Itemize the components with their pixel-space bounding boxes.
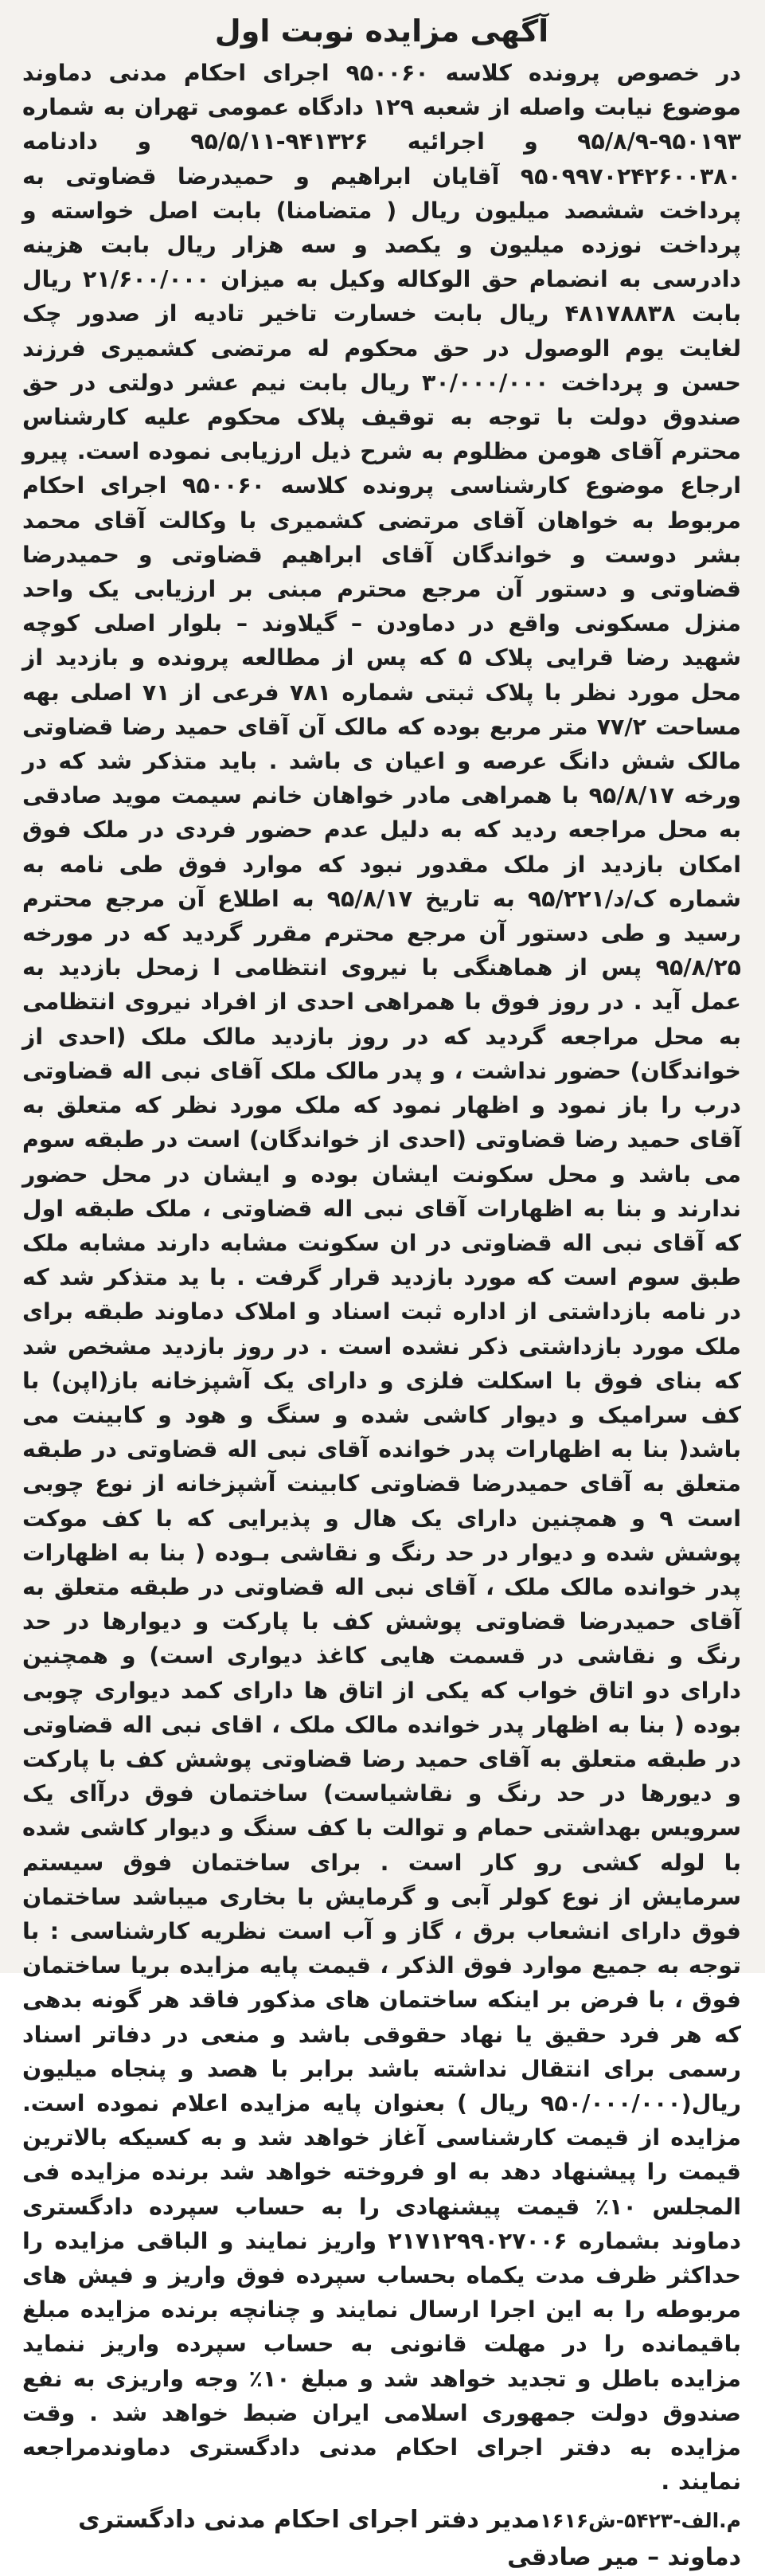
- notice-footer: [22, 2502, 741, 2576]
- notice-code: ۱۶۱۶م.الف-۵۴۲۳-ش: [540, 2509, 741, 2533]
- notice-title: آگهی مزایده نوبت اول: [214, 14, 549, 49]
- notice-signer: مدیر دفتر اجرای احکام مدنی دادگستری دماوند – میر صادقی: [78, 2506, 741, 2572]
- notice-body: در خصوص پرونده کلاسه ۹۵۰۰۶۰ اجرای احکام مدنی دماوند موضوع نیابت واصله از شعبه ۱۲۹ دادگاه عمومی تهران به شماره ۹۵۰۱۹۳-۹۵/۸/۹ و اجرائیه ۹۴۱۳۲۶-۹۵/۵/۱۱ و دادنامه ۹۵۰۹۹۷۰۲۴۲۶۰۰۳۸۰ آقایان ابراهیم و حمیدرضا قضاوتی به پرداخت ششصد میلیون ریال ( متضامنا) بابت اصل خواسته و پرداخت نوزده میلیون و یکصد و سه هزار ریال بابت هزینه دادرسی به انضمام حق الوکاله وکیل به میزان ۲۱/۶۰۰/۰۰۰ ریال بابت ۴۸۱۷۸۸۳۸ ریال بابت خسارت تاخیر تادیه از صدور چک لغایت یوم الوصول در حق محکوم له مرتضی کشمیری فرزند حسن و پرداخت ۳۰/۰۰۰/۰۰۰ ریال بابت نیم عشر دولتی در حق صندوق دولت با توجه به توقیف پلاک محکوم علیه کارشناس محترم آقای هومن مظلوم به شرح ذیل ارزیابی نموده است. پیرو ارجاع موضوع کارشناسی پرونده کلاسه ۹۵۰۰۶۰ اجرای احکام مربوط به خواهان آقای مرتضی کشمیری با وکالت آقای محمد بشر دوست و خواندگان آقای ابراهیم قضاوتی و حمیدرضا قضاوتی و دستور آن مرجع محترم مبنی بر ارزیابی یک واحد منزل مسکونی واقع در دماودن – گیلاوند – بلوار اصلی کوچه شهید رضا قرایی پلاک ۵ که پس از مطالعه پرونده و بازدید از محل مورد نظر با پلاک ثبتی شماره ۷۸۱ فرعی از ۷۱ اصلی بهه مساحت ۷۷/۲ متر مربع بوده که مالک آن آقای حمید رضا قضاوتی مالک شش دانگ عرصه و اعیان ی باشد . باید متذکر شد که در ورخه ۹۵/۸/۱۷ با همراهی مادر خواهان خانم سیمت موید صادقی به محل مراجعه ردید که به دلیل عدم حضور فردی در ملک فوق امکان بازدید از ملک مقدور نبود که موارد فوق طی نامه به شماره ک/د/۹۵/۲۲۱ به تاریخ ۹۵/۸/۱۷ به اطلاع آن مرجع محترم رسید و طی دستور آن مرجع محترم مقرر گردید که در مورخه ۹۵/۸/۲۵ پس از هماهنگی با نیروی انتظامی ا زمحل بازدید به عمل آید . در روز فوق با همراهی احدی از افراد نیروی انتظامی به محل مراجعه گردید که در روز بازدید مالک ملک (احدی از خواندگان) حضور نداشت ، و پدر مالک ملک آقای نبی اله قضاوتی درب را باز نمود و اظهار نمود که ملک مورد نظر که متعلق به آقای حمید رضا قضاوتی (احدی از خواندگان) است در طبقه سوم می باشد و محل سکونت ایشان بوده و ایشان در محل حضور ندارند و بنا به اظهارات آقای نبی اله قضاوتی ، ملک طبقه اول که آقای نبی اله قضاوتی در ان سکونت مشابه دارند مشابه ملک طبق سوم است که مورد بازدید قرار گرفت . با ید متذکر شد که در نامه بازداشتی از اداره ثبت اسناد و املاک دماوند طبقه برای ملک مورد بازداشتی ذکر نشده است . در روز بازدید مشخص شد که بنای فوق با اسکلت فلزی و دارای یک آشپزخانه باز(اپن) با کف سرامیک و دیوار کاشی شده و سنگ و هود و کابینت می باشد( بنا به اظهارات پدر خوانده آقای نبی اله قضاوتی در طبقه متعلق به آقای حمیدرضا قضاوتی کابینت آشپزخانه از نوع چوبی است ۹ و همچنین دارای یک هال و پذیرایی که با کف موکت پوشش شده و دیوار در حد رنگ و نقاشی بـوده ( بنا به اظهارات پدر خوانده مالک ملک ، آقای نبی اله قضاوتی در طبقه متعلق به آقای حمیدرضا قضاوتی پوشش کف با پارکت و دیوارها در حد رنگ و نقاشی در قسمت هایی کاغذ دیواری است) و همچنین دارای دو اتاق خواب که یکی از اتاق ها دارای کمد دیواری چوبی بوده ( بنا به اظهار پدر خوانده مالک ملک ، اقای نبی اله قضاوتی در طبقه متعلق به آقای حمید رضا قضاوتی پوشش کف با پارکت و دیورها در حد رنگ و نقاشیاست) ساختمان فوق درآای یک سرویس بهداشتی حمام و توالت با کف سنگ و دیوار کاشی شده با لوله کشی رو کار است . برای ساختمان فوق سیستم سرمایش از نوع کولر آبی و گرمایش با بخاری میباشد ساختمان فوق دارای انشعاب برق ، گاز و آب است نظریه کارشناسی : با توجه به جمیع موارد فوق الذکر ، قیمت پایه مزایده بریا ساختمان فوق ، با فرض بر اینکه ساختمان های مذکور فاقد هر گونه بدهی که هر فرد حقیق یا نهاد حقوقی باشد و منعی در دفاتر اسناد رسمی برای انتقال نداشته باشد برابر با هصد و پنجاه میلیون ریال(۹۵۰/۰۰۰/۰۰۰ ریال ) بعنوان پایه مزایده اعلام نموده است. مزایده از قیمت کارشناسی آغاز خواهد شد و به کسیکه بالاترین قیمت را پیشنهاد دهد به او فروخته خواهد شد برنده مزایده فی المجلس ۱۰٪ قیمت پیشنهادی را به حساب سپرده دادگستری دماوند بشماره ۲۱۷۱۲۹۹۰۲۷۰۰۶ واریز نمایند و الباقی مزایده را حداکثر ظرف مدت یکماه بحساب سپرده فوق واریز و فیش های مربوطه را به این اجرا ارسال نمایند و چنانچه برنده مزایده مبلغ باقیمانده را در مهلت قانونی به حساب سپرده واریز ننماید مزایده باطل و تجدید خواهد شد و مبلغ ۱۰٪ وجه واریزی به نفع صندوق دولت جمهوری اسلامی ایران ضبط خواهد شد . وقت مزایده به دفتر اجرای احکام مدنی دادگستری دماوندمراجعه نمایند .: [22, 60, 742, 2496]
